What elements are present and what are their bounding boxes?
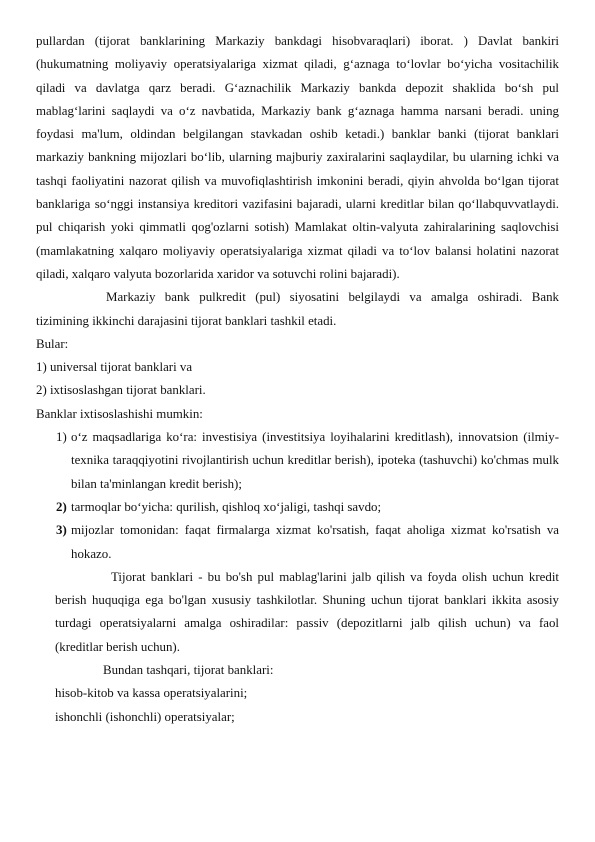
list-item-specialized-banks: 2) ixtisoslashgan tijorat banklari. bbox=[36, 383, 206, 398]
specialization-item-text: o‘z maqsadlariga ko‘ra: investisiya (investitsiya loyihalarini kreditlash), innovatsion (ilmiy-texnika taraqqiyotini rivojlantirish uchun kreditlar berish), ipoteka (tashuvchi) ko'chmas mulk bilan ta'minlangan kredit berish); bbox=[71, 430, 559, 491]
specialization-heading: Banklar ixtisoslashishi mumkin: bbox=[36, 406, 203, 421]
specialization-item-number: 1) bbox=[56, 430, 67, 445]
specialization-item bbox=[36, 426, 559, 496]
specialization-item-text: tarmoqlar bo‘yicha: qurilish, qishloq xo‘jaligi, tashqi savdo; bbox=[71, 499, 382, 514]
specialization-item-number: 3) bbox=[56, 523, 67, 538]
operation-item: hisob-kitob va kassa operatsiyalarini; bbox=[55, 686, 248, 701]
bular-label: Bular: bbox=[36, 336, 69, 351]
paragraph-central-bank-functions: pullardan (tijorat banklarining Markaziy bankdagi hisobvaraqlari) iborat. ) Davlat bankiri (hukumatning moliyaviy operatsiyalariga xizmat qiladi, g‘aznaga to‘lovlar bo‘yicha vositachilik qiladi va davlatga qarz beradi. G‘aznachilik Markaziy bankda depozit shaklida bo‘sh pul mablag‘larini saqlaydi va o‘z navbatida, Markaziy bank g‘aznaga hamma narsani beradi. uning foydasi ma'lum, oldindan belgilangan stavkadan oshib ketadi.) banklar banki (tijorat banklari markaziy bankning mijozlari bo‘lib, ularning majburiy zaxiralarini saqlaydilar, bu ularning ichki va tashqi faoliyatini nazorat qilish va muvofiqlashtirish imkonini beradi, qiyin ahvolda bo‘lgan tijorat banklariga so‘nggi instansiya kreditori vazifasini bajaradi, ularni kreditlar bilan qo‘llabquvvatlaydi. pul chiqarish yoki qimmatli qog'ozlarni sotish) Mamlakat oltin-valyuta zahiralarining saqlovchisi (mamlakatning xalqaro moliyaviy operatsiyalariga xizmat qiladi va to‘lov balansi holatini nazorat qiladi, xalqaro valyuta bozorlarida xaridor va sotuvchi rolini bajaradi). bbox=[36, 34, 559, 281]
specialization-item bbox=[36, 496, 559, 519]
extra-operations-heading: Bundan tashqari, tijorat banklari: bbox=[103, 663, 274, 678]
paragraph-commercial-banks: Tijorat banklari - bu bo'sh pul mablag'larini jalb qilish va foyda olish uchun kredit berish huquqiga ega bo'lgan xususiy tashkilotlar. Shuning uchun tijorat banklari ikkita asosiy turdagi operatsiyalarni amalga oshiradilar: passiv (depozitlarni jalb qilish uchun) va faol (kreditlar berish uchun). bbox=[55, 569, 559, 654]
paragraph-monetary-policy: Markaziy bank pulkredit (pul) siyosatini belgilaydi va amalga oshiradi. Bank tizimining ikkinchi darajasini tijorat banklari tashkil etadi. bbox=[36, 290, 559, 328]
operation-item: ishonchli (ishonchli) operatsiyalar; bbox=[55, 709, 235, 724]
specialization-item bbox=[36, 519, 559, 566]
specialization-item-number: 2) bbox=[56, 499, 67, 514]
list-item-universal-banks: 1) universal tijorat banklari va bbox=[36, 360, 193, 375]
specialization-item-text: mijozlar tomonidan: faqat firmalarga xizmat ko'rsatish, faqat aholiga xizmat ko'rsatish va hokazo. bbox=[71, 523, 559, 561]
